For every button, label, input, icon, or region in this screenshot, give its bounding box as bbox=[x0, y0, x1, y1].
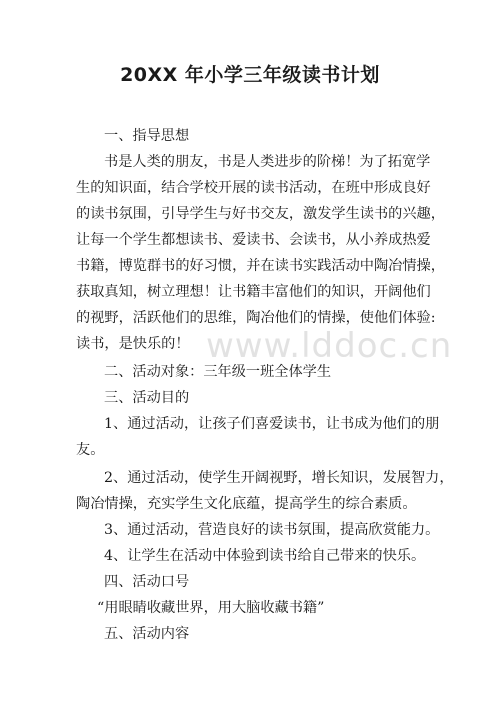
slogan-text: “用眼睛收藏世界，用大脑收藏书籍” bbox=[97, 600, 325, 616]
purpose-item-line: 2、通过活动，使学生开阔视野，增长知识，发展智力， bbox=[104, 470, 454, 486]
paragraph-line: 书是人类的朋友，书是人类进步的阶梯！为了拓宽学 bbox=[104, 154, 431, 170]
document-title: 20XX 年小学三年级读书计划 bbox=[120, 64, 380, 86]
section-heading-guiding-thought: 一、指导思想 bbox=[104, 128, 190, 144]
paragraph-line: 获取真知，树立理想！让书籍丰富他们的知识，开阔他们 bbox=[76, 284, 431, 300]
section-heading-content: 五、活动内容 bbox=[104, 626, 190, 642]
watermark-text: www.lddoc.cn bbox=[206, 326, 453, 366]
purpose-item-line: 3、通过活动，营造良好的读书氛围，提高欣赏能力。 bbox=[104, 522, 440, 538]
purpose-item-line: 友。 bbox=[76, 442, 105, 458]
paragraph-line: 的视野，活跃他们的思维，陶冶他们的情操，使他们体验: bbox=[76, 310, 436, 326]
paragraph-line: 生的知识面，结合学校开展的读书活动，在班中形成良好 bbox=[76, 180, 431, 196]
purpose-item-line: 4、让学生在活动中体验到读书给自己带来的快乐。 bbox=[104, 548, 426, 564]
section-heading-purpose: 三、活动目的 bbox=[104, 390, 190, 406]
paragraph-line: 读书，是快乐的！ bbox=[76, 336, 190, 352]
purpose-item-line: 陶冶情操，充实学生文化底蕴，提高学生的综合素质。 bbox=[76, 496, 417, 512]
paragraph-line: 的读书氛围，引导学生与好书交友，激发学生读书的兴趣， bbox=[76, 206, 445, 222]
paragraph-line: 书籍，博览群书的好习惯，并在读书实践活动中陶冶情操， bbox=[76, 258, 445, 274]
section-heading-target: 二、活动对象：三年级一班全体学生 bbox=[104, 364, 332, 380]
paragraph-line: 让每一个学生都想读书、爱读书、会读书，从小养成热爱 bbox=[76, 232, 431, 248]
purpose-item-line: 1、通过活动，让孩子们喜爱读书，让书成为他们的朋 bbox=[104, 416, 440, 432]
section-heading-slogan: 四、活动口号 bbox=[104, 574, 190, 590]
